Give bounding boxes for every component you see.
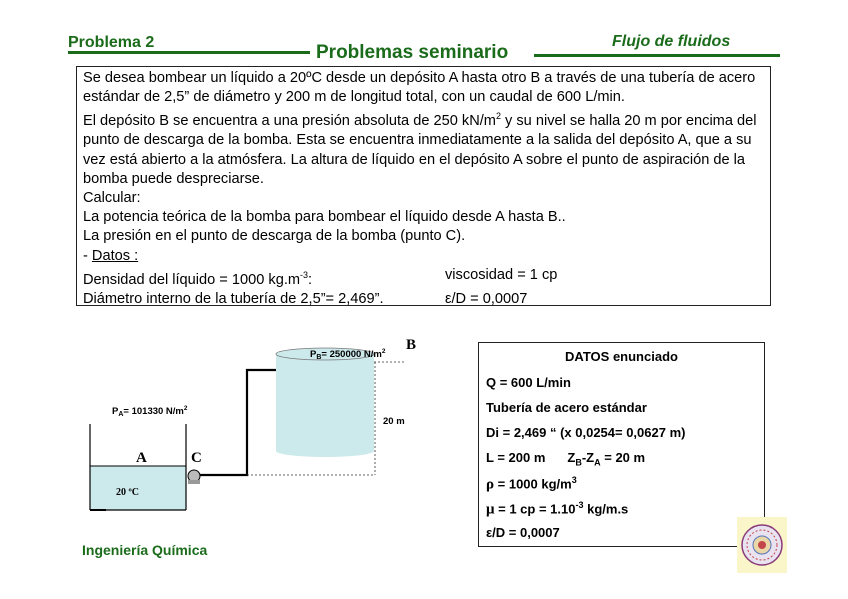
header-rule-right xyxy=(534,54,780,57)
diametro-text: Diámetro interno de la tubería de 2,5”= 2,469”. xyxy=(83,290,384,307)
problem-calcular: Calcular: xyxy=(83,190,141,207)
height-label: 20 m xyxy=(383,416,405,427)
datos-rho-value: = 1000 kg/m xyxy=(494,476,572,492)
problem-row-diametro xyxy=(83,290,764,309)
problem-question-1: La potencia teórica de la bomba para bombear el líquido desde A hasta B.. xyxy=(83,209,566,226)
datos-rho xyxy=(486,475,577,493)
process-diagram xyxy=(84,334,434,524)
datos-prefix: - xyxy=(83,247,92,264)
datos-rho-symbol: ρ xyxy=(486,476,495,493)
datos-l-z xyxy=(486,450,645,468)
datos-mu-symbol: μ xyxy=(486,501,495,518)
datos-mu xyxy=(486,500,628,518)
label-a: A xyxy=(136,450,147,466)
pb-label: $P_B= 250000$ $N/m^2$ xyxy=(310,348,386,361)
datos-rho-sup: 3 xyxy=(571,475,577,485)
label-c: C xyxy=(191,450,202,466)
university-seal-logo xyxy=(737,517,787,573)
problem-datos-heading xyxy=(83,247,764,266)
header-left-title: Problema 2 xyxy=(68,34,155,51)
temperature-label: 20 ºC xyxy=(116,487,140,498)
tank-b-bottom xyxy=(276,445,374,457)
datos-l: L = 200 m xyxy=(486,450,546,465)
datos-tuberia: Tubería de acero estándar xyxy=(486,400,647,415)
rugosidad-text: ε/D = 0,0007 xyxy=(445,290,528,307)
problem-paragraph-2 xyxy=(83,107,764,189)
label-b: B xyxy=(406,337,417,353)
densidad-text xyxy=(83,266,445,290)
problem-paragraph-1: Se desea bombear un líquido a 20ºC desde un depósito A hasta otro B a través de una tubería de acero estándar de 2,5” de diámetro y 200 m de longitud total, con un caudal de 600 L/min. xyxy=(83,70,756,106)
datos-mu-sup: -3 xyxy=(575,500,584,510)
header-center-title: Problemas seminario xyxy=(316,42,509,63)
datos-title: DATOS enunciado xyxy=(565,349,678,364)
datos-z-sub2: A xyxy=(594,457,601,468)
viscosidad-text: viscosidad = 1 cp xyxy=(445,266,558,283)
datos-z-end: = 20 m xyxy=(600,450,646,465)
problem-row-densidad xyxy=(83,266,764,290)
datos-eps: ε/D = 0,0007 xyxy=(486,525,560,540)
datos-di: Di = 2,469 “ (x 0,0254= 0,0627 m) xyxy=(486,425,686,440)
datos-mu-end: kg/m.s xyxy=(583,501,629,517)
pa-label: $P_A= 101330$ $N/m^2$ xyxy=(112,405,188,418)
tank-b-body xyxy=(276,354,374,451)
pump-c-base xyxy=(188,480,200,484)
problem-p2-b: y su nivel se halla 20 m por encima del punto de descarga de la bomba. Esta se encuentra inmediatamente a la salida del depósito A, que a su vez está abierto a la atmósfera. La altura de líquido en el depósito A sobre el punto de aspiración de la bomba puede despreciarse. xyxy=(83,113,757,187)
datos-enunciado-box xyxy=(478,342,765,547)
densidad-sup: -3 xyxy=(300,269,309,280)
problem-question-2: La presión en el punto de descarga de la bomba (punto C). xyxy=(83,228,466,245)
datos-q: Q = 600 L/min xyxy=(486,375,571,390)
footer-ingenieria-quimica: Ingeniería Química xyxy=(82,542,208,558)
datos-z-sub1: B xyxy=(575,457,582,468)
problem-p2-sup: 2 xyxy=(495,111,501,122)
datos-z-mid: -Z xyxy=(581,450,595,465)
datos-z: Z xyxy=(567,450,576,465)
datos-label: Datos : xyxy=(91,247,139,264)
header-rule-left xyxy=(68,51,310,54)
datos-mu-value: = 1 cp = 1.10 xyxy=(494,501,576,517)
densidad-b: : xyxy=(308,271,313,288)
header-right-title: Flujo de fluidos xyxy=(612,33,731,50)
densidad-a: Densidad del líquido = 1000 kg.m xyxy=(83,271,301,288)
problem-p2-a: El depósito B se encuentra a una presión absoluta de 250 kN/m xyxy=(83,113,496,130)
problem-statement-box xyxy=(76,66,771,306)
